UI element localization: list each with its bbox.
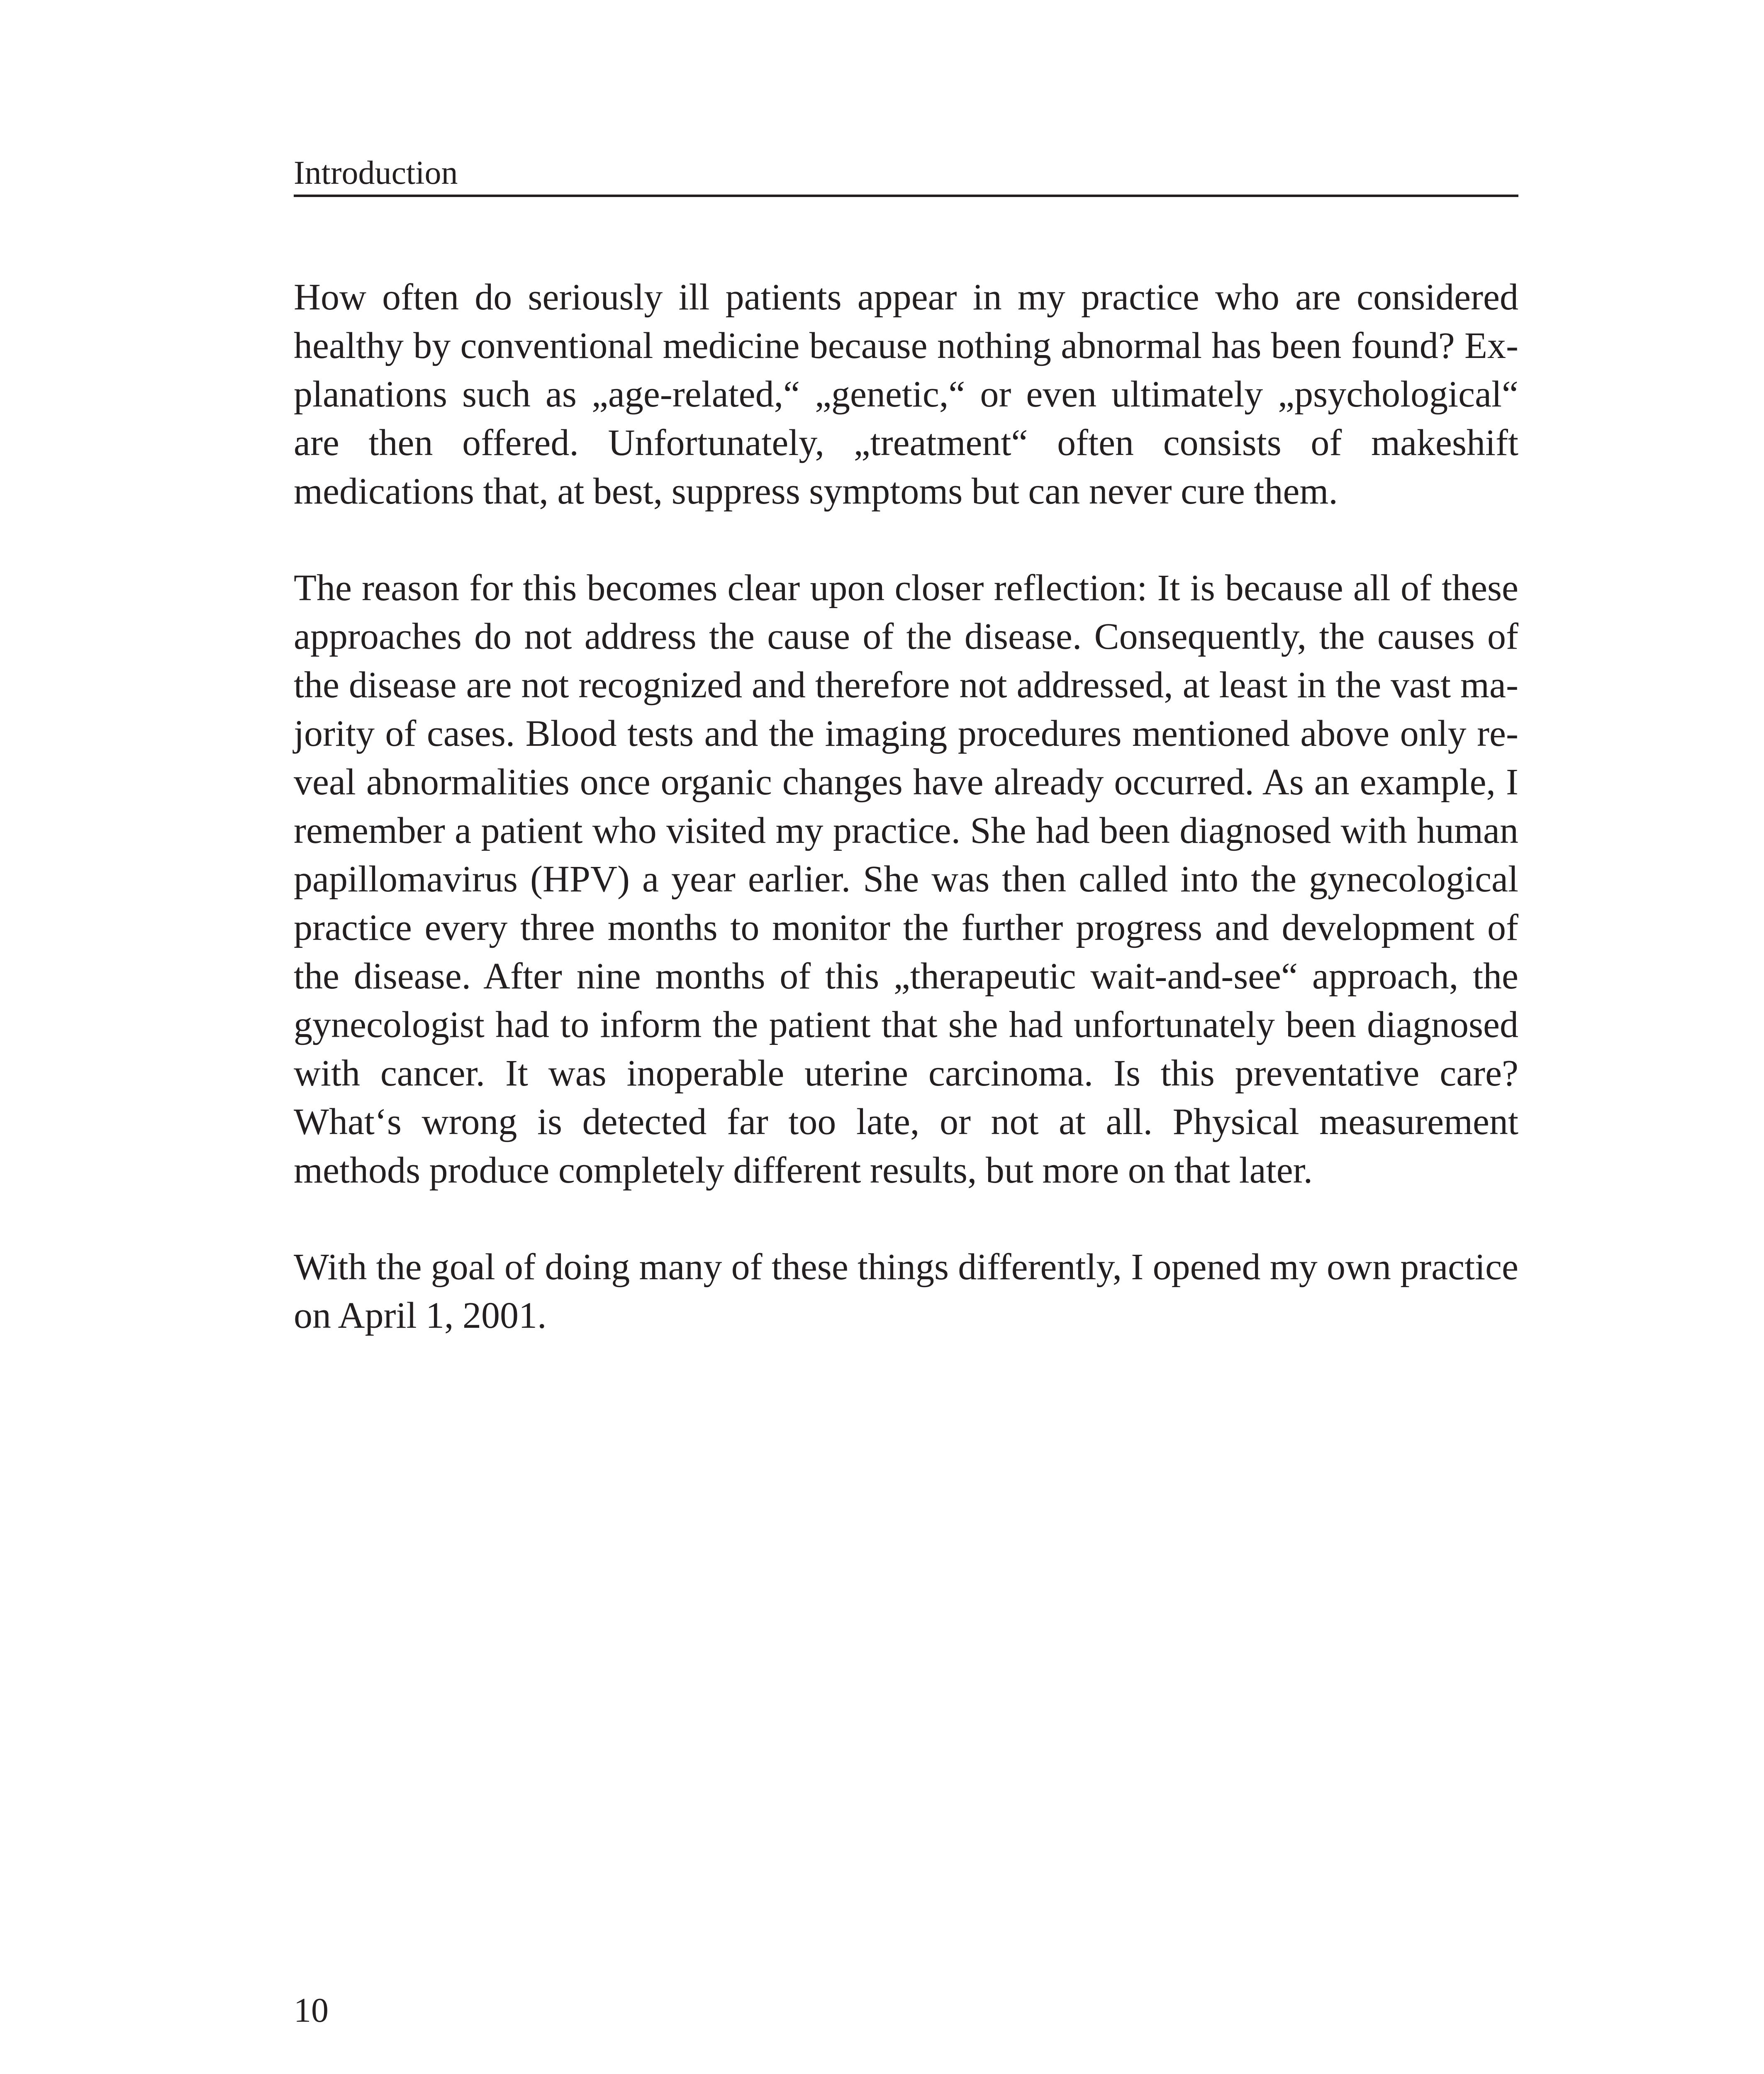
paragraph-1: How often do seriously ill patients appear in my practice who are considered healthy by conventional medicine because nothing abnormal has been found? Explanations such as „age-related,“ „genetic,“ or even ultimately „psychological“ are then offered. Unfortunately, „treatment“ often consists of makeshift medications that, at best, suppress symptoms but can never cure them. bbox=[294, 277, 1518, 512]
paragraph-2: The reason for this becomes clear upon closer reflection: It is because all of these approaches do not address the cause of the disease. Consequently, the causes of the disease are not recognized and therefore not addressed, at least in the vast majority of cases. Blood tests and the imaging procedures mentioned above only reveal abnormalities once organic changes have already occurred. As an example, I remember a patient who visited my practice. She had been diagnosed with human papillomavirus (HPV) a year earlier. She was then called into the gynecological practice every three months to monitor the further progress and development of the disease. After nine months of this „therapeutic wait-and-see“ approach, the gynecologist had to inform the patient that she had unfortunately been diagnosed with cancer. It was inoperable uterine carcinoma. Is this preventative care? What‘s wrong is detected far too late, or not at all. Physical measurement methods produce completely different results, but more on that later. bbox=[294, 567, 1518, 1191]
body-text bbox=[294, 273, 1518, 1388]
running-header bbox=[294, 147, 1518, 197]
running-header-title: Introduction bbox=[294, 155, 458, 191]
paragraph-3: With the goal of doing many of these things differently, I opened my own practice on April 1, 2001. bbox=[294, 1246, 1518, 1336]
page-number: 10 bbox=[294, 1991, 329, 2030]
